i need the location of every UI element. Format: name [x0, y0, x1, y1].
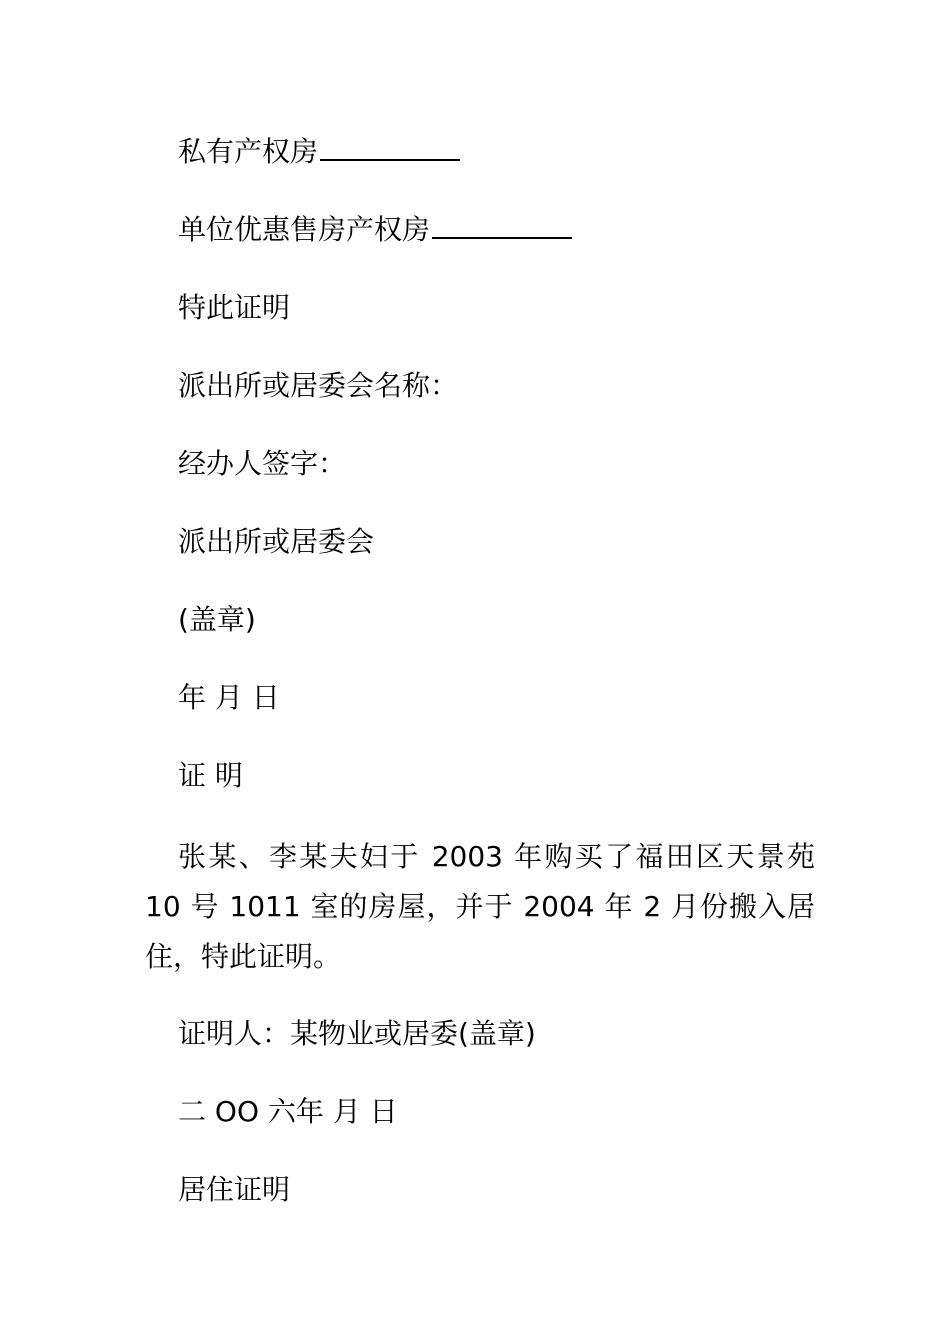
hereby-certify-line: 特此证明 [178, 291, 291, 324]
certifier-line: 证明人：某物业或居委(盖章) [178, 1017, 536, 1050]
private-property-label: 私有产权房 [178, 135, 319, 168]
date-line: 年 月 日 [178, 681, 280, 714]
handler-signature-line: 经办人签字： [178, 447, 347, 480]
police-station-line: 派出所或居委会 [178, 525, 375, 558]
certificate-heading: 证 明 [178, 759, 243, 792]
unit-discount-property-line [178, 210, 572, 250]
private-property-blank [320, 133, 460, 161]
certificate-body-paragraph: 张某、李某夫妇于 2003 年购买了福田区天景苑 10 号 1011 室的房屋，并于 2004 年 2 月份搬入居住，特此证明。 [145, 840, 815, 973]
certificate-date-line: 二 OO 六年 月 日 [178, 1095, 398, 1128]
police-station-name-line: 派出所或居委会名称： [178, 369, 459, 402]
seal-line: (盖章) [178, 603, 256, 636]
residence-certificate-heading: 居住证明 [178, 1173, 291, 1206]
private-property-line [178, 132, 460, 172]
unit-discount-property-blank [432, 211, 572, 239]
unit-discount-property-label: 单位优惠售房产权房 [178, 213, 431, 246]
